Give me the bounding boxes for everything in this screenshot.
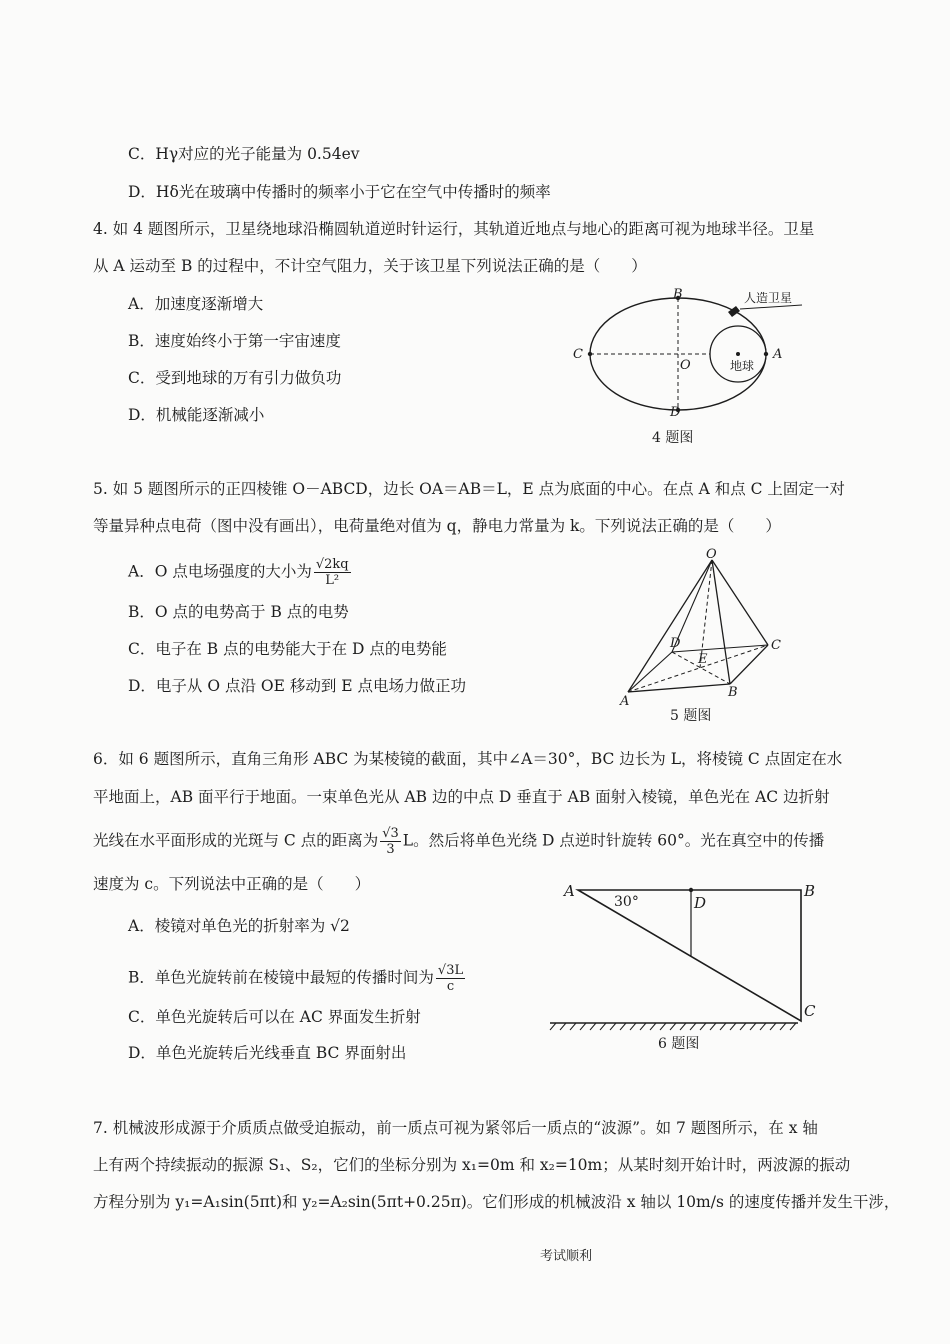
q6-option-d: D．单色光旋转后光线垂直 BC 界面射出 <box>128 1044 407 1062</box>
point-d <box>689 888 693 892</box>
label-a: A <box>564 882 575 900</box>
q5-option-b: B．O 点的电势高于 B 点的电势 <box>128 603 349 621</box>
label-e: E <box>698 652 708 667</box>
q5-option-a-fraction <box>314 557 351 588</box>
q5-option-a-text: A．O 点电场强度的大小为 <box>128 562 312 581</box>
label-o: O <box>680 358 691 373</box>
q5-stem-line1: 5. 如 5 题图所示的正四棱锥 O－ABCD，边长 OA＝AB＝L，E 点为底面的中心。在点 A 和点 C 上固定一对 <box>93 480 845 498</box>
label-b: B <box>728 685 738 700</box>
q3-option-d: D．Hδ光在玻璃中传播时的频率小于它在空气中传播时的频率 <box>128 183 551 201</box>
fraction-denominator: L² <box>325 573 340 588</box>
q6-stem-line4: 速度为 c。下列说法中正确的是（ ） <box>93 875 371 893</box>
q5-caption: 5 题图 <box>670 708 712 724</box>
q6-caption: 6 题图 <box>658 1036 700 1052</box>
label-satellite: 人造卫星 <box>744 291 793 305</box>
q6-option-b <box>128 963 467 994</box>
q4-option-a: A．加速度逐渐增大 <box>128 295 264 313</box>
label-o: O <box>706 547 717 562</box>
q7-stem-line1: 7. 机械波形成源于介质质点做受迫振动，前一质点可视为紧邻后一质点的“波源”。如 7 题图所示，在 x 轴 <box>93 1119 818 1137</box>
q7-stem-line3: 方程分别为 y₁=A₁sin(5πt)和 y₂=A₂sin(5πt+0.25π)。它们形成的机械波沿 x 轴以 10m/s 的速度传播并发生干涉， <box>93 1193 900 1211</box>
q4-orbit-figure <box>560 285 820 455</box>
q5-option-d: D．电子从 O 点沿 OE 移动到 E 点电场力做正功 <box>128 677 467 695</box>
q7-stem-line2: 上有两个持续振动的振源 S₁、S₂，它们的坐标分别为 x₁=0m 和 x₂=10m；从某时刻开始计时，两波源的振动 <box>93 1156 851 1174</box>
q6-line3-text-b: L。然后将单色光绕 D 点逆时针旋转 60°。光在真空中的传播 <box>402 831 825 850</box>
satellite-icon <box>728 306 740 317</box>
q5-pyramid-figure <box>612 548 802 726</box>
q4-stem-line2: 从 A 运动至 B 的过程中，不计空气阻力，关于该卫星下列说法正确的是（ ） <box>93 257 647 275</box>
label-d: D <box>670 636 681 651</box>
label-b: B <box>804 882 816 900</box>
label-earth: 地球 <box>730 359 755 373</box>
q5-stem-line2: 等量异种点电荷（图中没有画出），电荷量绝对值为 q，静电力常量为 k。下列说法正确的是（ ） <box>93 517 781 535</box>
fraction-denominator: 3 <box>386 842 395 857</box>
q6-prism-figure <box>548 876 816 1056</box>
fraction-numerator: √2kq <box>315 557 349 572</box>
q4-option-d: D．机械能逐渐减小 <box>128 406 265 424</box>
prism-triangle <box>578 890 801 1021</box>
q5-option-c: C．电子在 B 点的电势能大于在 D 点的电势能 <box>128 640 447 658</box>
ground-hatching <box>550 1023 796 1030</box>
label-a: A <box>773 347 783 362</box>
page-footer: 考试顺利 <box>540 1249 593 1264</box>
q6-stem-line2: 平地面上，AB 面平行于地面。一束单色光从 AB 边的中点 D 垂直于 AB 面射入棱镜，单色光在 AC 边折射 <box>93 788 830 806</box>
q4-caption: 4 题图 <box>652 430 694 446</box>
satellite-pointer <box>740 305 802 309</box>
q6-stem-line3 <box>93 826 824 857</box>
label-c: C <box>771 638 781 653</box>
q3-option-c: C．Hγ对应的光子能量为 0.54ev <box>128 145 360 163</box>
earth-center <box>736 352 740 356</box>
q4-option-c: C．受到地球的万有引力做负功 <box>128 369 342 387</box>
q4-stem-line1: 4. 如 4 题图所示，卫星绕地球沿椭圆轨道逆时针运行，其轨道近地点与地心的距离可视为地球半径。卫星 <box>93 220 815 238</box>
angle-label: 30° <box>614 894 639 910</box>
q6-option-a: A．棱镜对单色光的折射率为 √2 <box>128 917 350 935</box>
q6-option-b-fraction <box>436 963 465 994</box>
point-a <box>764 352 768 356</box>
q6-option-c: C．单色光旋转后可以在 AC 界面发生折射 <box>128 1008 421 1026</box>
q5-option-a <box>128 557 353 588</box>
label-d: D <box>670 405 681 420</box>
label-c: C <box>573 347 583 362</box>
q4-option-b: B．速度始终小于第一宇宙速度 <box>128 332 341 350</box>
q6-stem-line1: 6．如 6 题图所示，直角三角形 ABC 为某棱镜的截面，其中∠A＝30°，BC 边长为 L，将棱镜 C 点固定在水 <box>93 750 843 768</box>
q6-line3-text-a: 光线在水平面形成的光斑与 C 点的距离为 <box>93 831 379 850</box>
fraction-numerator: √3 <box>382 826 399 841</box>
label-c: C <box>804 1002 816 1020</box>
fraction-numerator: √3L <box>437 963 464 978</box>
label-d: D <box>694 894 707 912</box>
point-c <box>588 352 592 356</box>
label-a: A <box>620 694 630 709</box>
q6-line3-fraction <box>380 826 401 857</box>
q6-option-b-text: B．单色光旋转前在棱镜中最短的传播时间为 <box>128 968 434 987</box>
fraction-denominator: c <box>446 979 455 994</box>
label-b: B <box>673 287 683 302</box>
